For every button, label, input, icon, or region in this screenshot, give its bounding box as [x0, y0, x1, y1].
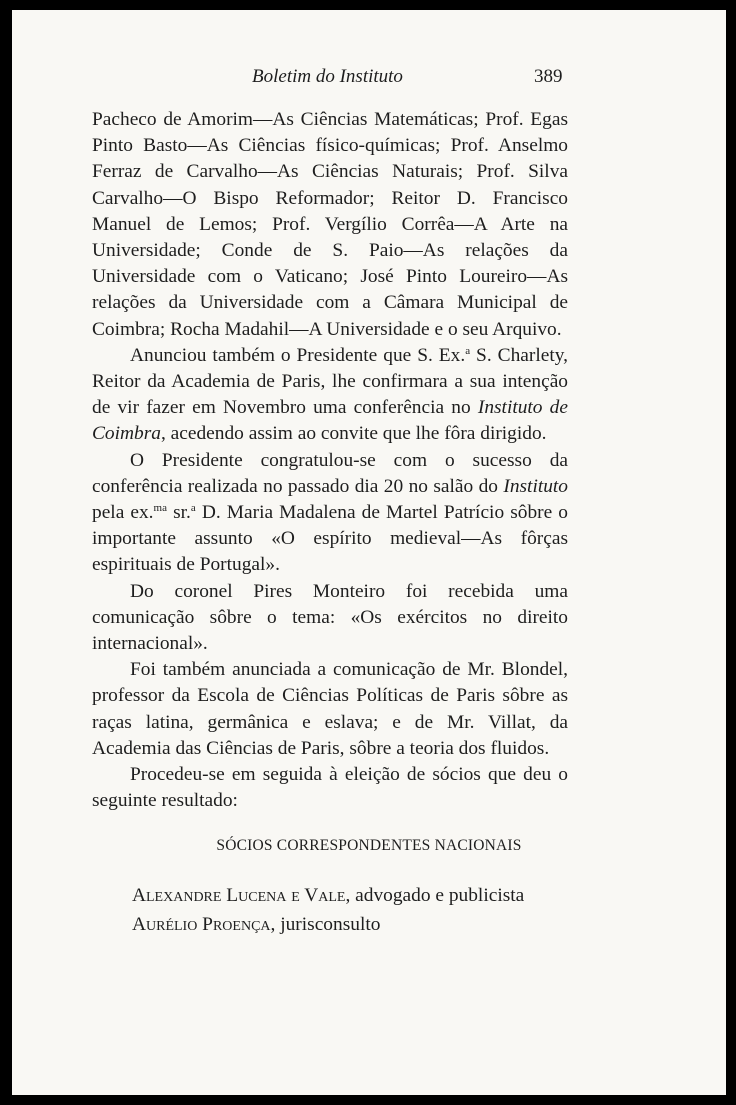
member-entry	[132, 881, 524, 910]
member-name: Aurélio Proença	[132, 914, 271, 935]
member-role: , jurisconsulto	[270, 914, 381, 935]
body-text	[92, 107, 568, 814]
text-run: S. Charlety, Reitor da Academia de Paris, lhe confirmara a sua intenção de vir fazer em Novembro uma conferência no	[92, 344, 568, 419]
member-role: , advogado e publicista	[345, 885, 525, 906]
superscript: a	[465, 344, 471, 357]
text-run: , acedendo assim ao convite que lhe fôra dirigido.	[160, 423, 547, 445]
paragraph	[92, 762, 568, 814]
member-list	[132, 881, 524, 939]
italic-text: Instituto	[503, 475, 568, 497]
paragraph	[92, 657, 568, 762]
paragraph	[92, 579, 568, 658]
text-run: sr.	[166, 502, 191, 524]
book-page	[12, 10, 726, 1095]
superscript: ma	[153, 502, 167, 515]
paragraph	[92, 343, 568, 448]
section-heading: SÓCIOS CORRESPONDENTES NACIONAIS	[216, 837, 522, 854]
running-title: Boletim do Instituto	[252, 66, 403, 87]
paragraph	[92, 107, 568, 343]
text-run: O Presidente congratulou-se com o sucesso da conferência realizada no passado dia 20 no salão do	[92, 449, 568, 497]
text-run: Do coronel Pires Monteiro foi recebida uma comunicação sôbre o tema: «Os exércitos no direito internacional».	[92, 580, 568, 655]
member-name: Alexandre Lucena e Vale	[132, 885, 346, 906]
italic-text: Instituto de Coimbra	[92, 397, 568, 445]
text-run: Pacheco de Amorim—As Ciências Matemáticas; Prof. Egas Pinto Basto—As Ciências físico-químicas; Prof. Anselmo Ferraz de Carvalho—As Ciências Naturais; Prof. Silva Carvalho—O Bispo Reformador; Reitor D. Francisco Manuel de Lemos; Prof. Vergílio Corrêa—A Arte na Universidade; Conde de S. Paio—As relações da Universidade com o Vaticano; José Pinto Loureiro—As relações da Universidade com a Câmara Municipal de Coimbra; Rocha Madahil—A Universidade e o seu Arquivo.	[92, 109, 568, 340]
text-run: D. Maria Madalena de Martel Patrício sôbre o importante assunto «O espírito medieval—As fôrças espirituais de Portugal».	[92, 502, 568, 576]
page-number: 389	[534, 66, 563, 87]
text-run: pela ex.	[92, 502, 154, 524]
superscript: a	[190, 502, 196, 515]
paragraph	[92, 448, 568, 579]
text-run: Procedeu-se em seguida à eleição de sócios que deu o seguinte resultado:	[92, 764, 568, 812]
text-run: Foi também anunciada a comunicação de Mr. Blondel, professor da Escola de Ciências Políticas de Paris sôbre as raças latina, germânica e eslava; e de Mr. Villat, da Academia das Ciências de Paris, sôbre a teoria dos fluidos.	[92, 659, 568, 759]
text-run: Anunciou também o Presidente que S. Ex.	[130, 344, 466, 366]
member-entry	[132, 910, 524, 939]
page-header	[12, 66, 726, 96]
